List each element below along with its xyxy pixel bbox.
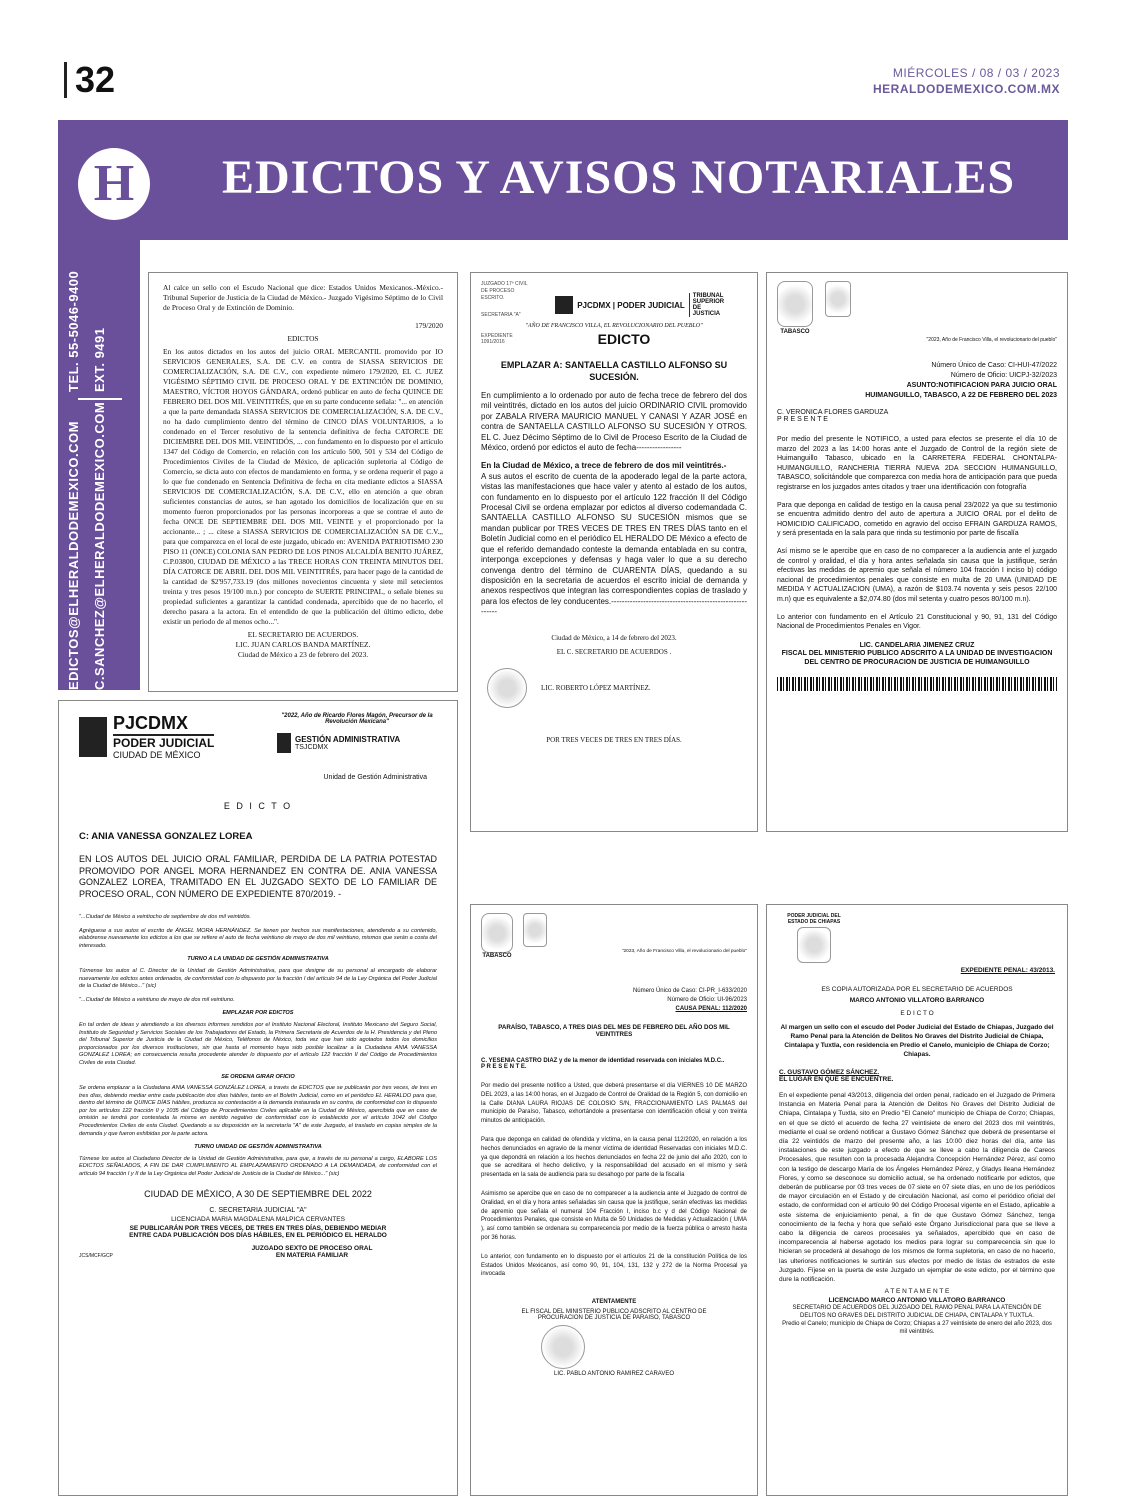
notice-p3: Así mismo se le apercibe que en caso de no comparecer a la audiencia ante el juzgado de control y oralidad, el día y hora antes señalada sin causa que la justifique, serán efectivas las medidas de apremio que señala el número 104 fracción I inciso b) código nacional de procedimientos penales que consiste en multa de 20 UMA (UNIDAD DE MEDIDA Y ACTUALIZACION (UMA), a razón de $103.74 noventa y seis pesos 22/100 m.n) que es equivalente a $2,074.80 (dos mil setenta y cuatro pesos 80/100 m.n). bbox=[777, 547, 1057, 603]
case-number: Número Único de Caso: CI-HUI-47/2022 bbox=[931, 362, 1057, 369]
expediente-label: EXPEDIENTE 1091/2016 bbox=[481, 333, 513, 345]
tsjcdmx-label: TSJCDMX bbox=[295, 744, 329, 751]
auto-p2: Agréguese a sus autos el escrito de ÁNGEL MORA HERNÁNDEZ. Se tienen por hechos sus manifestaciones, atendiendo a su contenido, elabórense nuevamente los edictos a los que se refiere el auto de fecha veintiuno de mayo de dos mil veintiuno, mismos que serán a costa del interesado. bbox=[79, 927, 437, 949]
edicto-date: Ciudad de México a 23 de febrero del 2023. bbox=[237, 650, 369, 659]
edicto-civil-179 bbox=[148, 272, 458, 692]
recipient: C. GUSTAVO GÓMEZ SÁNCHEZ. bbox=[779, 1069, 880, 1076]
initials: JCS/MCF/GCP bbox=[79, 1252, 113, 1259]
section-title: EDICTOS Y AVISOS NOTARIALES bbox=[222, 151, 1016, 204]
email-edictos-link[interactable]: EDICTOS@ELHERALDODEMEXICO.COM bbox=[66, 421, 81, 690]
place-date: HUIMANGUILLO, TABASCO, A 22 DE FEBRERO DEL 2023 bbox=[865, 392, 1057, 399]
edicto-title: EDICTO bbox=[597, 331, 651, 347]
place-date: PARAÍSO, TABASCO, A TRES DIAS DEL MES DE FEBRERO DEL AÑO DOS MIL VEINTITRES bbox=[498, 1024, 730, 1038]
lead-paragraph: EN LOS AUTOS DEL JUICIO ORAL FAMILIAR, PERDIDA DE LA PATRIA POTESTAD PROMOVIDO POR ANGEL MORA HERNANDEZ EN CONTRA DE. ANIA VANESSA GONZALEZ LOREA, TRAMITADO EN EL JUZGADO SEXTO DE LO FAMILIAR DE PROCESO ORAL, CON NÚMERO DE EXPEDIENTE 870/2019. - bbox=[79, 854, 437, 899]
edicto-title: EDICTOS bbox=[287, 334, 319, 343]
year-motto: "2023, Año de Francisco Villa, el revolucionario del pueblo" bbox=[926, 337, 1057, 343]
auto-date-2: "...Ciudad de México a veintiuno de mayo de dos mil veintiuno. bbox=[79, 996, 235, 1003]
chiapas-shield-icon bbox=[797, 927, 831, 963]
signer-role: FISCAL DEL MINISTERIO PUBLICO ADSCRITO A LA UNIDAD DE INVESTIGACION DEL CENTRO DE PROCURACION DE JUSTICIA DE HUIMANGUILLO bbox=[781, 649, 1053, 666]
cdmx-label: CIUDAD DE MÉXICO bbox=[113, 750, 201, 760]
barcode bbox=[777, 677, 1057, 691]
fge-logo-icon bbox=[825, 281, 851, 317]
asunto-label: ASUNTO:NOTIFICACION PARA JUICIO ORAL bbox=[906, 382, 1057, 389]
edicto-civil-1091 bbox=[470, 272, 758, 832]
oficio-number: Número de Oficio: UI-96/2023 bbox=[667, 997, 747, 1003]
auto-date-1: "...Ciudad de México a veintiocho de septiembre de dos mil veintidós. bbox=[79, 914, 252, 920]
heading-turno-unidad: TURNO UNIDAD DE GESTIÓN ADMINISTRATIVA bbox=[194, 1144, 322, 1151]
recipient-location: EL LUGAR EN QUE SE ENCUENTRE. bbox=[779, 1076, 894, 1083]
recipient: C: ANIA VANESSA GONZALEZ LOREA bbox=[79, 831, 253, 842]
pjcdmx-logo: PJCDMX bbox=[113, 713, 214, 736]
edicto-secretary: EL C. SECRETARIO DE ACUERDOS . bbox=[556, 647, 672, 656]
notificacion-paraiso bbox=[470, 904, 758, 1496]
auto-p5: En tal orden de ideas y atendiendo a los diversos informes rendidos por el Instituto Nacional Electoral, Instituto Mexicano del Seguro Social, Instituto de Seguridad y Servicios Sociales de los Trabajadores del Estado, la Primera Secretaria de Acuerdos de la H. Presidencia y del Pleno del Tribunal Superior de Justicia de la Ciudad de México, Teléfonos de México, toda vez que han sido agotados todos los domicilios proporcionados por los diversos instituciones, sin que hasta el momento haya sido posible localizar a la Ciudadana ANIA VANESSA GONZALEZ LOREA; en consecuencia resulta procedente atender lo dispuesto por el artículo 122 fracción II del Código de Procedimientos Civiles de esta Ciudad. bbox=[79, 1021, 437, 1066]
heading-oficio: SE ORDENA GIRAR OFICIO bbox=[221, 1073, 295, 1080]
auto-p3: Túrnense los autos al C. Director de la Unidad de Gestión Administrativa, para que designe de su personal al encargado de elaborar nuevamente los edictos antes ordenados, de conformidad con lo dispuesto por la fracción I del artículo 94 de la Ley Orgánica del Poder Judicial de la Ciudad de México..." (sic) bbox=[79, 967, 437, 990]
signer-name: LIC. CANDELARIA JIMENEZ CRUZ bbox=[859, 641, 975, 649]
year-motto: "2022, Año de Ricardo Flores Magón, Precursor de la Revolución Mexicana" bbox=[281, 713, 433, 725]
signer-role: SECRETARIO DE ACUERDOS DEL JUZGADO DEL RAMO PENAL PARA LA ATENCIÓN DE DELITOS NO GRAVES DEL DISTRITO JUDICIAL DE CHIAPA, CINTALAPA Y TUXTLA. bbox=[792, 1305, 1042, 1320]
recipient: C. YESENIA CASTRO DIAZ y de la menor de identidad reservada con iniciales M.D.C.. bbox=[481, 1058, 725, 1064]
site-link[interactable]: HERALDODEMEXICO.COM.MX bbox=[872, 82, 1060, 96]
edicto-date: Predio el Canelo; municipio de Chiapa de Corzo; Chiapas a 27 veintisiete de enero del año 2023, dos mil veintitrés. bbox=[782, 1321, 1052, 1336]
recipient: C. VERONICA FLORES GARDUZA bbox=[777, 409, 889, 416]
notice-p4: Lo anterior con fundamento en el Artículo 21 Constitucional y 90, 91, 131 del Código Nacional de Procedimientos Penales en Vigor. bbox=[777, 613, 1057, 631]
atentamente-label: A T E N T A M E N T E bbox=[884, 1288, 950, 1296]
notice-p1: Por medio del presente le NOTIFICO, a usted para efectos se presente el día 10 de marzo del 2023 a las 14:00 horas ante el Juzgado de Control de la región siete de Huimanguillo Tabasco, ubicado en la CARRETERA FEDERAL CHONTALPA-HUIMANGUILLO, RANCHERIA TIERRA NUEVA 2DA SECCION HUIMANGUILLO, TABASCO, solicitándole que comparezca con media hora de anticipación para que pueda registrarse en los juzgados antes citados y traer una identificación con fotografía bbox=[777, 436, 1057, 491]
presente-label: P R E S E N T E. bbox=[481, 1064, 527, 1070]
year-motto: "AÑO DE FRANCISCO VILLA, EL REVOLUCIONARIO DEL PUEBLO" bbox=[525, 323, 703, 329]
notificacion-huimanguillo bbox=[766, 272, 1068, 832]
signer-name: LICENCIADO MARCO ANTONIO VILLATORO BARRANCO bbox=[828, 1297, 1006, 1305]
email-sanchez-link[interactable]: C.SANCHEZ@ELHERALDODEMEXICO.COM bbox=[92, 401, 107, 690]
publication-note: SE PUBLICARÁN POR TRES VECES, DE TRES EN TRES DÍAS, DEBIENDO MEDIAR ENTRE CADA PUBLICACIÓN DOS DÍAS HÁBILES, EN EL PERIÓDICO EL HERALDO bbox=[129, 1224, 387, 1239]
issue-date: MIÉRCOLES / 08 / 03 / 2023 bbox=[892, 66, 1060, 80]
chiapas-logo-text: PODER JUDICIAL DEL ESTADO DE CHIAPAS bbox=[787, 913, 841, 925]
heading-emplazar: EMPLAZAR POR EDICTOS bbox=[222, 1010, 294, 1017]
emplazar-heading: EMPLAZAR A: SANTAELLA CASTILLO ALFONSO SU SUCESIÓN. bbox=[500, 360, 728, 382]
phone-number: TEL. 55-5046-9400 bbox=[66, 270, 81, 392]
pjcdmx-icon bbox=[555, 296, 573, 314]
court-stamp: JUZGADO SEXTO DE PROCESO ORAL EN MATERIA FAMILIAR bbox=[251, 1244, 373, 1259]
unidad-label: Unidad de Gestión Administrativa bbox=[323, 774, 427, 781]
tabasco-shield-icon bbox=[777, 281, 813, 327]
fge-logo-icon bbox=[523, 913, 547, 947]
state-label: TABASCO bbox=[482, 953, 512, 959]
oficio-number: Número de Oficio: UICPJ-32/2023 bbox=[950, 372, 1057, 379]
pjcdmx-icon bbox=[79, 717, 107, 757]
sidebar-divider bbox=[78, 398, 122, 400]
phone-extension: EXT. 9491 bbox=[92, 327, 107, 392]
year-motto: "2023, Año de Francisco Villa, el revolucionario del pueblo" bbox=[621, 949, 747, 954]
secretary-name: MARCO ANTONIO VILLATORO BARRANCO bbox=[849, 997, 985, 1004]
edicto-date: CIUDAD DE MÉXICO, A 30 DE SEPTIEMBRE DEL 2022 bbox=[144, 1188, 372, 1199]
pjcdmx-logo-text: PJCDMX | PODER JUDICIAL bbox=[577, 300, 685, 310]
edicto-body: En el expediente penal 43/2013, diligencia del orden penal, radicado en el Juzgado de Primera Instancia en Materia Penal para la Atención de Delitos No Graves del Distrito Judicial de Chiapa, Cintalapa y Tuxtla, sito en Predio "El Canelo" municipio de Chiapa de Corzo; Chiapas, en el que se dictó el acuerdo de fecha 27 veintisiete de enero del 2023 dos mil veintitrés, mediante el cual se ordenó notificar a Gustavo Gómez Sánchez que deberá de presentarse el día 22 veintidós de marzo del presente año, a las 10:00 diez horas del día, ante las instalaciones de este juzgado a efecto de que se lleve a cabo la diligencia de Careos Procesales, que resulten con la procesada Alejandra Concepción Hernández Pérez, así como con la testigo de descargo María de los Ángeles Hernández Pérez, y Gladys Ileana Hernández Flores, y como se desconoce su domicilio actual, se ha ordenado notificarle por edictos, que deberán de publicarse por 03 tres veces de 07 siete en 07 siete días, en uno de los periódicos de mayor circulación en el Estado y de circulación Nacional, así como el periódico oficial del estado, de conformidad con el artículo 90 del Código Procesal vigente en el Estado, aplicable a este sistema de enjuiciamiento penal, a fin de que Gustavo Gómez Sánchez, tenga conocimiento de la fecha y hora que señaló este Órgano Jurisdiccional para que se lleve a cabo la diligencia de careos procesales ya señalados, apercibido que en caso de incomparecencia al haberse agotado los medios para lograr su comparecencia sin que lo hicieran se procederá al desahogo de los mismos de forma supletoria, en caso de no hacerlo, las ulteriores notificaciones le surtirán sus efectos por medio de listas de estrados de este Juzgado. Fíjese en la puerta de este Juzgado un ejemplar de este edicto, por el término que dure la notificación. bbox=[779, 1092, 1055, 1284]
signer-role: EL FISCAL DEL MINISTERIO PUBLICO ADSCRITO AL CENTRO DE PROCURACION DE JUSTICIA DE PARAISO, TABASCO bbox=[521, 1309, 707, 1322]
poder-judicial-label: PODER JUDICIAL bbox=[113, 736, 215, 750]
tabasco-shield-icon bbox=[481, 913, 513, 953]
edicto-intro: Al margen un sello con el escudo del Poder Judicial del Estado de Chiapas, Juzgado del Ramo Penal para la Atención de Delitos No Graves del Distrito Judicial de Chiapa, Cintalapa y Tuxtla, con residencia en Predio el Canelo, municipio de Chiapa de Corzo; Chiapas. bbox=[780, 1024, 1054, 1058]
edicto-title: E D I C T O bbox=[900, 1010, 934, 1017]
gestion-icon bbox=[277, 733, 291, 753]
edicto-penal-chiapas bbox=[766, 904, 1068, 1496]
notice-p2: Para que deponga en calidad de ofendida y víctima, en la causa penal 112/2020, en relación a los hechos denunciados en agravio de la menor víctima de identidad Reservadas con iniciales M.D.C. ya que depondrá en relación a los hechos denunciados en fecha 22 de junio del año 2020, con lo que se acreditara el hecho delictivo, y la responsabilidad del acusado en el mismo y será presentada en la sala de audiencia para su desahogo por parte de la fiscalía bbox=[481, 1136, 747, 1179]
edicto-date: Ciudad de México, a 14 de febrero del 2023. bbox=[551, 633, 677, 642]
notice-p2: Para que deponga en calidad de testigo en la causa penal 23/2022 ya que su testimonio se encuentra admitido dentro del auto de apertura a JUICIO ORAL por el delito de HOMICIDIO CALIFICADO, cometido en agravio del occiso EFRAIN GARDUZA RAMOS, y será presentada en la sala para que rinda su testimonio por parte de fiscalía bbox=[777, 501, 1057, 538]
edicto-title: E D I C T O bbox=[223, 801, 293, 811]
edicto-signer: LIC. JUAN CARLOS BANDA MARTÍNEZ. bbox=[235, 640, 371, 649]
edicto-signer: LIC. ROBERTO LÓPEZ MARTÍNEZ. bbox=[541, 683, 651, 692]
gestion-label: GESTIÓN ADMINISTRATIVA bbox=[295, 735, 401, 744]
signer-name: LIC. PABLO ANTONIO RAMIREZ CARAVEO bbox=[553, 1371, 675, 1378]
expediente-label: EXPEDIENTE PENAL: 43/2013. bbox=[960, 967, 1055, 974]
presente-label: P R E S E N T E bbox=[777, 416, 828, 423]
notice-p1: Por medio del presente notifico a Usted, que deberá presentarse el día VIERNES 10 DE MARZO DEL 2023, a las 14:00 horas, en el Juzgado de Control de Oralidad de la Región 5, con domicilio en la Calle DIANA LAURA RIOJAS DE COLOSIO S/N, FRACCIONAMIENTO LAS PALMAS del municipio de Paraíso, Tabasco, exhortándole a presentarse con identificación oficial y con treinta minutos de anticipación. bbox=[481, 1083, 747, 1125]
atentamente-label: ATENTAMENTE bbox=[591, 1299, 637, 1306]
publication-note: POR TRES VECES DE TRES EN TRES DÍAS. bbox=[546, 735, 682, 744]
heraldo-logo: H bbox=[78, 148, 150, 220]
edicto-p2-heading: En la Ciudad de México, a trece de febrero de dos mil veintitrés.- bbox=[481, 461, 727, 471]
edicto-familiar-870 bbox=[58, 700, 458, 1496]
edicto-secretary: C. SECRETARIA JUDICIAL "A" bbox=[209, 1206, 307, 1214]
fiscalia-seal-icon bbox=[541, 1325, 585, 1369]
causa-penal: CAUSA PENAL: 112/2020 bbox=[675, 1006, 747, 1012]
auto-p6: Se ordena emplazar a la Ciudadana ANIA VANESSA GONZÁLEZ LOREA, a través de EDICTOS que se publicarán por tres veces, de tres en tres días, debiendo mediar entre cada publicación dos días hábiles, tanto en el Boletín Judicial, como en el periódico EL HERALDO para que, dentro del término de QUINCE DÍAS hábiles, produzca su contestación a la demanda instaurada en su contra, de conformidad con lo dispuesto por los artículos 122 fracción II y 1035 del Código de Procedimientos Civiles aplicable en la Ciudad de México, apercibida que en caso de omisión se tendrá por contestada la misma en sentido negativo de conformidad con lo establecido por el artículo 1042 del Código Procedimientos Civiles de esta Ciudad. Quedando a su disposición en la secretaría "A" de este Juzgado, el traslado en copias simples de la demanda y que fueron exhibidas por la parte actora. bbox=[79, 1085, 437, 1137]
copy-note: ES COPIA AUTORIZADA POR EL SECRETARIO DE ACUERDOS bbox=[821, 986, 1013, 993]
court-seal-icon bbox=[487, 668, 527, 708]
edicto-p1: En cumplimiento a lo ordenado por auto de fecha trece de febrero del dos mil veintitrés, dictado en los autos del juicio ORDINARIO CIVIL promovido por ZABALA RIVERA MAURICIO MANUEL Y CANASI Y AZAR JOSÉ en contra de SANTAELLA CASTILLO ALFONSO SU SUCESIÓN Y OTROS. EL C. Juez Décimo Séptimo de lo Civil de Proceso Escrito de la Ciudad de México, ordenó por edictos el auto de fecha----------------- bbox=[481, 391, 747, 453]
heading-turno: TURNO A LA UNIDAD DE GESTIÓN ADMINISTRATIVA bbox=[187, 956, 329, 963]
edicto-number: 179/2020 bbox=[415, 321, 443, 330]
state-label: TABASCO bbox=[780, 329, 810, 335]
edicto-intro: Al calce un sello con el Escudo Nacional que dice: Estados Unidos Mexicanos.-México.-Tribunal Superior de Justicia de la Ciudad de México.- Juzgado Vigésimo Séptimo de lo Civil de Proceso Oral y de Extinción de Dominio. bbox=[163, 283, 443, 312]
court-meta: JUZGADO 17º CIVIL DE PROCESO ESCRITO. bbox=[481, 281, 528, 301]
case-number: Número Único de Caso: CI-PR_I-633/2020 bbox=[632, 988, 747, 994]
edicto-signer: LICENCIADA MARIA MAGDALENA MALPICA CERVANTES bbox=[171, 1215, 345, 1223]
notice-p3: Asimismo se apercibe que en caso de no comparecer a la audiencia ante el Juzgado de control de Oralidad, en el día y hora antes señaladas sin causa que la justifique, serán efectivas las medidas de apremio que señala el numeral 104 Fracción I, inciso b.c y d del Código Nacional de Procedimientos Penales, que consiste en Multa de 50 Unidades de Medidas y Actualización ( UMA ), así como también se ordenara su comparecencia por medio de la fuerza pública o arresto hasta por 36 horas. bbox=[481, 1190, 747, 1241]
edicto-p2: A sus autos el escrito de cuenta de la apoderado legal de la parte actora, vistas las manifestaciones que hace valer y atento al estado de los autos, con fundamento en lo dispuesto por el artículo 122 fracción II del Código Procesal Civil se ordena emplazar por edictos al diverso codemandada C. SANTAELLA CASTILLO ALFONSO SU SUCESIÓN mismos que se mandan publicar por TRES VECES DE TRES EN TRES DÍAS tanto en el Boletín Judicial como en el periódico EL HERALDO DE México a efecto de que el referido demandado conteste la demanda entablada en su contra, interponga excepciones y defensas y haga valer lo que a su derecho convenga dentro del término de CUARENTA DÍAS, quedando a su disposición en la secretaria de acuerdos el escrito inicial de demanda y anexos respectivos que integran las correspondientes copias de traslado y para los efectos de ley conducentes.--------------------------------------------------------- bbox=[481, 471, 747, 617]
edicto-secretary: EL SECRETARIO DE ACUERDOS. bbox=[247, 630, 359, 639]
edicto-body: En los autos dictados en los autos del juicio ORAL MERCANTIL promovido por IO SERVICIOS GENERALES, S.A. DE C.V. en contra de SIASSA SERVICIOS DE COMERCIALIZACIÓN, S.A. DE C.V., con expediente número 179/2020, EL C. JUEZ VIGÉSIMO SÉPTIMO CIVIL DE PROCESO ORAL Y DE EXTINCIÓN DE DOMINIO, MAESTRO, VÍCTOR HOYOS GÁNDARA, ordenó publicar en auto de fecha QUINCE DE FEBRERO DEL DOS MIL VEINTITRÉS, que en su parte conducente señala: "... en atención a que la parte demandada SIASSA SERVICIOS DE COMERCIALIZACIÓN, S.A. DE C.V., no ha dado cumplimiento dentro del término de CINCO DÍAS VOLUNTARIOS, a lo condenado en el Tercer resolutivo de la sentencia definitiva de fecha CATORCE DE DICIEMBRE DEL DOS MIL VEINTIDÓS, ... con fundamento en lo dispuesto por el artículo 1347 del Código de Comercio, en relación con los artículo 500, 501 y 534 del Código de Procedimientos Civiles de la Ciudad de México, de aplicación supletoria al Código de Comercio, se dicta auto con efectos de mandamiento en forma, y se ordena requerir el pago a lo que fue condenado en Sentencia Definitiva de fecha en cita mediante edictos a SIASSA SERVICIOS DE COMERCIALIZACIÓN, S.A. DE C.V., ello en atención a que obran suficientes constancias de autos, se han agotado los domicilios de localización que en su momento fueron proporcionados por las personas incorporeas a que se contrae el auto de fecha ONCE DE SEPTIEMBRE DEL DOS MIL VEINTE y el proporcionado por la accionante... ; ... cítese a SIASSA SERVICIOS DE COMERCIALIZACIÓN SA DE C.V.,, para que comparezca en el local de este juzgado, ubicado en: AVENIDA PATRIOTISMO 230 PISO 11 (ONCE) COLONIA SAN PEDRO DE LOS PINOS ALCALDÍA BENITO JUÁREZ, C.P.03800, CIUDAD DE MÉXICO a las TRECE HORAS CON TREINTA MINUTOS DEL DÍA CATORCE DE ABRIL DEL DOS MIL VEINTITRÉS, para hacer pago de la cantidad de la cantidad de $2'957,733.19 (dos millones novecientos cincuenta y siete mil setecientos treinta y tres pesos 19/100 m.n.) por concepto de SUERTE PRINCIPAL, o señale bienes su propiedad suficientes a garantizar la cantidad condenada, apercibido que de no hacerlo, el derecho pasara a la actora. En el entendido de que la publicación del último edicto, debe existir un periodo de al menos ocho...". bbox=[163, 347, 443, 626]
auto-p7: Túrnese los autos al Ciudadano Director de la Unidad de Gestión Administrativa, para que, a través de su personal a cargo, ELABORE LOS EDICTOS SEÑALADOS, A FIN DE DAR CUMPLIMIENTO AL EMPLAZAMIENTO ORDENADO A LA DEMANDADA, de conformidad con el artículo 94 fracción I y II de la Ley Orgánica del Poder Judicial de Justicia de la Ciudad de México..." (sic) bbox=[79, 1155, 437, 1178]
notice-p4: Lo anterior, con fundamento en lo dispuesto por el artículos 21 de la constitución Política de los Estados Unidos Mexicanos, así como 90, 91, 104, 131, 132 y 272 de la Norma Procesal ya invocada bbox=[481, 1253, 747, 1278]
tribunal-label: TRIBUNAL SUPERIOR DE JUSTICIA bbox=[689, 293, 729, 317]
page-number: 32 bbox=[64, 62, 115, 98]
secretaria-label: SECRETARIA "A" bbox=[481, 312, 521, 318]
